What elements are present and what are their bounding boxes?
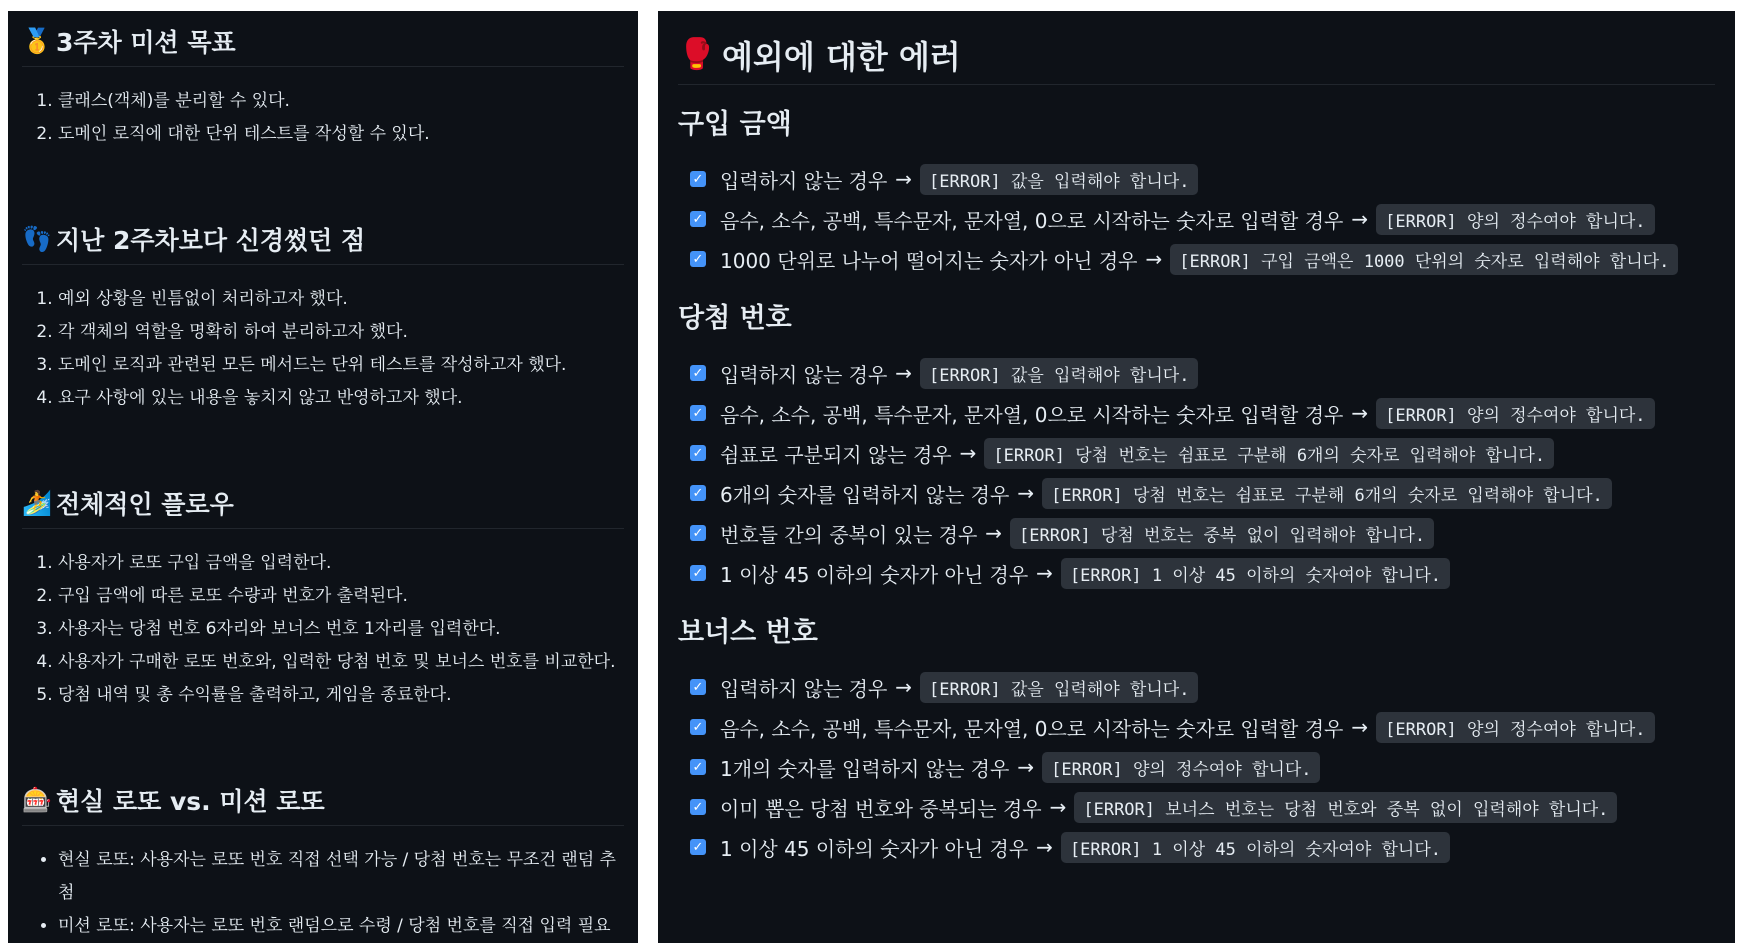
condition-text: 입력하지 않는 경우: [720, 676, 888, 701]
list-item: 3. 사용자는 당첨 번호 6자리와 보너스 번호 1자리를 입력한다.: [58, 613, 624, 646]
checklist-item: [678, 787, 1715, 827]
checklist-item: [678, 159, 1715, 199]
arrow-right-icon: →: [985, 521, 1003, 545]
slot-machine-icon: 🎰: [22, 785, 52, 814]
checklist-item: [678, 667, 1715, 707]
list-item: 1. 클래스(객체)를 분리할 수 있다.: [58, 85, 624, 118]
arrow-right-icon: →: [1017, 755, 1035, 779]
purchase-amount-checklist: [678, 159, 1715, 279]
list-item: • 미션 로또: 사용자는 로또 번호 랜덤으로 수령 / 당첨 번호를 직접 입력 필요: [58, 910, 624, 943]
checklist-item: [678, 239, 1715, 279]
arrow-right-icon: →: [1017, 481, 1035, 505]
arrow-right-icon: →: [1145, 247, 1163, 271]
checklist-item: [678, 707, 1715, 747]
error-message: [ERROR] 양의 정수여야 합니다.: [1376, 204, 1654, 235]
section-heading-winning-numbers: 당첨 번호: [678, 303, 792, 334]
condition-text: 음수, 소수, 공백, 특수문자, 문자열, 0으로 시작하는 숫자로 입력할 경우: [720, 402, 1344, 427]
arrow-right-icon: →: [1351, 207, 1369, 231]
error-message: [ERROR] 1 이상 45 이하의 숫자여야 합니다.: [1061, 558, 1450, 589]
list-item: 1. 예외 상황을 빈틈없이 처리하고자 했다.: [58, 283, 624, 316]
checkbox-checked-icon[interactable]: ✓: [690, 171, 706, 187]
checkbox-checked-icon[interactable]: ✓: [690, 525, 706, 541]
checkbox-checked-icon[interactable]: ✓: [690, 365, 706, 381]
error-message: [ERROR] 값을 입력해야 합니다.: [920, 672, 1198, 703]
improvements-list: [22, 283, 624, 415]
checkbox-checked-icon[interactable]: ✓: [690, 405, 706, 421]
error-message: [ERROR] 값을 입력해야 합니다.: [920, 164, 1198, 195]
section-title-improvements: [22, 209, 624, 265]
checklist-item: [678, 553, 1715, 593]
list-item: 2. 각 객체의 역할을 명확히 하여 분리하고자 했다.: [58, 316, 624, 349]
arrow-right-icon: →: [895, 167, 913, 191]
checklist-item: [678, 353, 1715, 393]
footprints-icon: 👣: [22, 224, 52, 253]
list-item: 1. 사용자가 로또 구입 금액을 입력한다.: [58, 547, 624, 580]
left-panel: [8, 11, 638, 943]
condition-text: 1 이상 45 이하의 숫자가 아닌 경우: [720, 836, 1029, 861]
error-message: [ERROR] 보너스 번호는 당첨 번호와 중복 없이 입력해야 합니다.: [1074, 792, 1617, 823]
page-title: [678, 11, 1715, 85]
overall-flow-list: [22, 547, 624, 712]
checklist-item: [678, 473, 1715, 513]
condition-text: 음수, 소수, 공백, 특수문자, 문자열, 0으로 시작하는 숫자로 입력할 경우: [720, 208, 1344, 233]
winning-numbers-checklist: [678, 353, 1715, 593]
real-vs-mission-list: [22, 844, 624, 943]
error-message: [ERROR] 값을 입력해야 합니다.: [920, 358, 1198, 389]
condition-text: 음수, 소수, 공백, 특수문자, 문자열, 0으로 시작하는 숫자로 입력할 경우: [720, 716, 1344, 741]
condition-text: 쉼표로 구분되지 않는 경우: [720, 442, 952, 467]
error-message: [ERROR] 당첨 번호는 중복 없이 입력해야 합니다.: [1010, 518, 1434, 549]
checklist-item: [678, 513, 1715, 553]
arrow-right-icon: →: [895, 361, 913, 385]
error-message: [ERROR] 당첨 번호는 쉼표로 구분해 6개의 숫자로 입력해야 합니다.: [984, 438, 1554, 469]
condition-text: 입력하지 않는 경우: [720, 362, 888, 387]
bonus-number-checklist: [678, 667, 1715, 867]
checkbox-checked-icon[interactable]: ✓: [690, 445, 706, 461]
arrow-right-icon: →: [895, 675, 913, 699]
list-item: 3. 도메인 로직과 관련된 모든 메서드는 단위 테스트를 작성하고자 했다.: [58, 349, 624, 382]
section-title-overall-flow: [22, 473, 624, 529]
error-message: [ERROR] 양의 정수여야 합니다.: [1376, 398, 1654, 429]
checklist-item: [678, 433, 1715, 473]
surfer-icon: 🏄: [22, 488, 52, 517]
checkbox-checked-icon[interactable]: ✓: [690, 485, 706, 501]
section-title-real-vs-mission: [22, 770, 624, 826]
checklist-item: [678, 199, 1715, 239]
checkbox-checked-icon[interactable]: ✓: [690, 679, 706, 695]
list-item: 4. 요구 사항에 있는 내용을 놓치지 않고 반영하고자 했다.: [58, 382, 624, 415]
section-title-text: 지난 2주차보다 신경썼던 점: [56, 225, 366, 255]
arrow-right-icon: →: [1036, 561, 1053, 585]
checkbox-checked-icon[interactable]: ✓: [690, 839, 706, 855]
checklist-item: [678, 747, 1715, 787]
arrow-right-icon: →: [1049, 795, 1067, 819]
list-item: 5. 당첨 내역 및 총 수익률을 출력하고, 게임을 종료한다.: [58, 679, 624, 712]
list-item: 2. 도메인 로직에 대한 단위 테스트를 작성할 수 있다.: [58, 118, 624, 151]
condition-text: 이미 뽑은 당첨 번호와 중복되는 경우: [720, 796, 1042, 821]
checkbox-checked-icon[interactable]: ✓: [690, 759, 706, 775]
checkbox-checked-icon[interactable]: ✓: [690, 251, 706, 267]
section-title-mission-goals: [22, 11, 624, 67]
checkbox-checked-icon[interactable]: ✓: [690, 211, 706, 227]
checkbox-checked-icon[interactable]: ✓: [690, 565, 706, 581]
section-title-text: 전체적인 플로우: [56, 489, 234, 519]
list-item: 2. 구입 금액에 따른 로또 수량과 번호가 출력된다.: [58, 580, 624, 613]
section-title-text: 3주차 미션 목표: [56, 27, 236, 57]
condition-text: 입력하지 않는 경우: [720, 168, 888, 193]
error-message: [ERROR] 당첨 번호는 쉼표로 구분해 6개의 숫자로 입력해야 합니다.: [1042, 478, 1612, 509]
checklist-item: [678, 393, 1715, 433]
error-message: [ERROR] 양의 정수여야 합니다.: [1376, 712, 1654, 743]
list-item: • 현실 로또: 사용자는 로또 번호 직접 선택 가능 / 당첨 번호는 무조건 랜덤 추첨: [58, 844, 624, 910]
boxing-glove-icon: 🥊: [678, 37, 716, 72]
mission-goals-list: [22, 85, 624, 151]
condition-text: 번호들 간의 중복이 있는 경우: [720, 522, 978, 547]
condition-text: 6개의 숫자를 입력하지 않는 경우: [720, 482, 1010, 507]
checklist-item: [678, 827, 1715, 867]
list-item: 4. 사용자가 구매한 로또 번호와, 입력한 당첨 번호 및 보너스 번호를 비교한다.: [58, 646, 624, 679]
condition-text: 1개의 숫자를 입력하지 않는 경우: [720, 756, 1010, 781]
gold-medal-icon: 🥇: [22, 26, 52, 55]
error-message: [ERROR] 구입 금액은 1000 단위의 숫자로 입력해야 합니다.: [1170, 244, 1678, 275]
error-message: [ERROR] 양의 정수여야 합니다.: [1042, 752, 1320, 783]
arrow-right-icon: →: [959, 441, 977, 465]
arrow-right-icon: →: [1351, 401, 1369, 425]
arrow-right-icon: →: [1036, 835, 1053, 859]
condition-text: 1 이상 45 이하의 숫자가 아닌 경우: [720, 562, 1029, 587]
right-panel: [658, 11, 1735, 943]
arrow-right-icon: →: [1351, 715, 1369, 739]
condition-text: 1000 단위로 나누어 떨어지는 숫자가 아닌 경우: [720, 248, 1138, 273]
checkbox-checked-icon[interactable]: ✓: [690, 719, 706, 735]
error-message: [ERROR] 1 이상 45 이하의 숫자여야 합니다.: [1061, 832, 1450, 863]
section-heading-bonus-number: 보너스 번호: [678, 617, 818, 648]
section-title-text: 현실 로또 vs. 미션 로또: [56, 786, 325, 816]
checkbox-checked-icon[interactable]: ✓: [690, 799, 706, 815]
page-title-text: 예외에 대한 에러: [722, 37, 961, 76]
section-heading-purchase-amount: 구입 금액: [678, 109, 792, 140]
